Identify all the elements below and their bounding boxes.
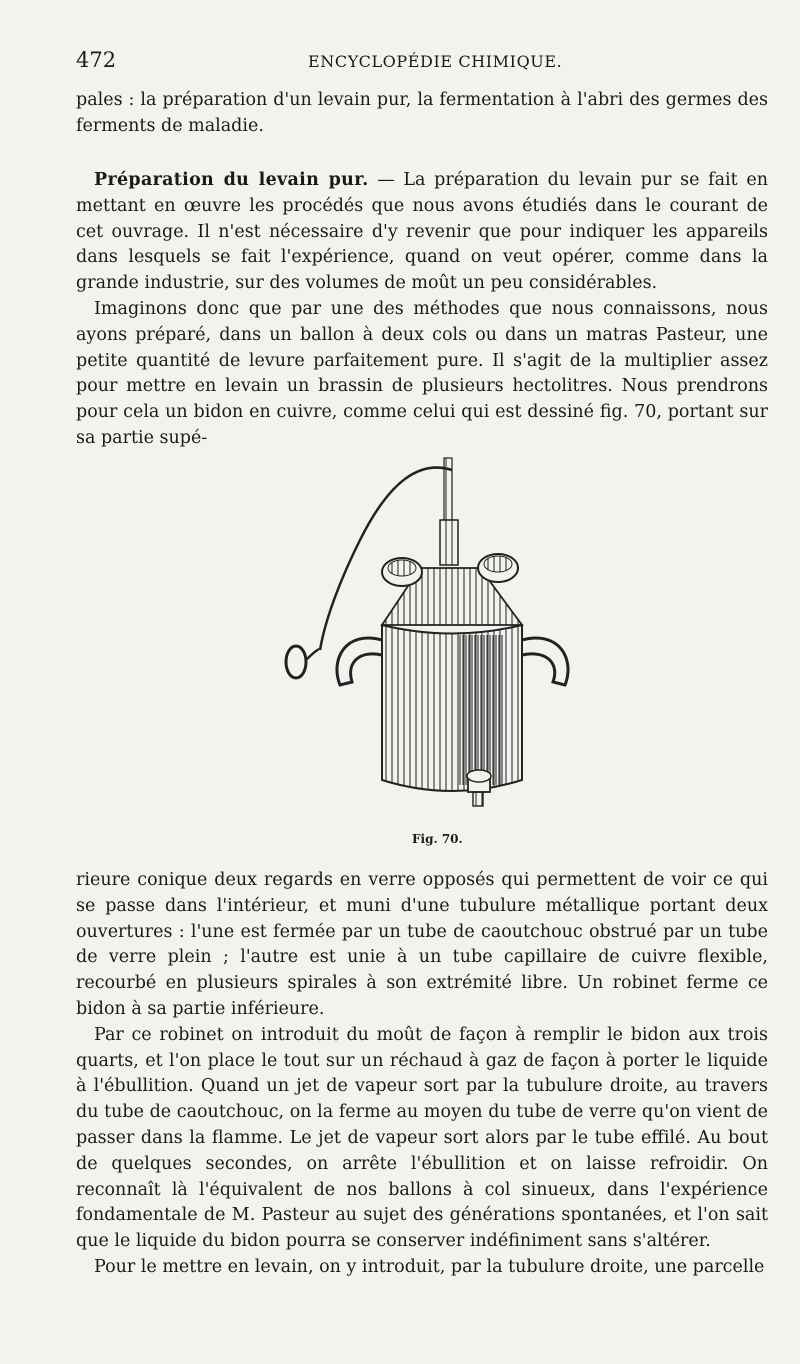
bidon-drawing <box>270 450 590 820</box>
section-title: Préparation du levain pur. <box>94 170 369 190</box>
figure-caption: Fig. 70. <box>412 832 463 846</box>
capillary-spiral <box>286 646 306 678</box>
paragraph-2-text: — La préparation du levain pur se fait en mettant en œuvre les procédés que nous avons étudiés dans le courant de cet ouvrage. Il n'est nécessaire d'y revenir que pour indiquer les appareils dans lesquels se fait l'expérience, quand on veut opérer, comme dans la grande industrie, sur des volumes de moût un peu considérables. <box>76 170 768 294</box>
running-head: ENCYCLOPÉDIE CHIMIQUE. <box>308 52 563 71</box>
tubulure <box>440 520 458 565</box>
text-block-bottom <box>76 868 768 1281</box>
right-handle <box>522 638 568 685</box>
paragraph-4: rieure conique deux regards en verre opposés qui permettent de voir ce qui se passe dans l'intérieur, et muni d'une tubulure métallique portant deux ouvertures : l'une est fermée par un tube de caoutchouc obstrué par un tube de verre plein ; l'autre est unie à un tube capillaire de cuivre flexible, recourbé en plusieurs spirales à son extrémité libre. Un robinet ferme ce bidon à sa partie inférieure. <box>76 870 768 1019</box>
paragraph-2 <box>76 168 768 297</box>
paragraph-3: Imaginons donc que par une des méthodes que nous connaissons, nous ayons préparé, dans un ballon à deux cols ou dans un matras Pasteur, une petite quantité de levure parfaitement pure. Il s'agit de la multiplier assez pour mettre en levain un brassin de plusieurs hectolitres. Nous prendrons pour cela un bidon en cuivre, comme celui qui est dessiné fig. 70, portant sur sa partie supé- <box>76 298 768 448</box>
page-header <box>76 48 766 78</box>
copper-bidon-illustration <box>270 450 590 820</box>
paragraph-6: Pour le mettre en levain, on y introduit, par la tubulure droite, une parcelle <box>94 1256 765 1277</box>
paragraph-1: pales : la préparation d'un levain pur, la fermentation à l'abri des germes des ferments de maladie. <box>76 90 768 136</box>
text-block-top <box>76 88 768 140</box>
paragraph-5: Par ce robinet on introduit du moût de façon à remplir le bidon aux trois quarts, et l'on place le tout sur un réchaud à gaz de façon à porter le liquide à l'ébullition. Quand un jet de vapeur sort par la tubulure droite, au travers du tube de caoutchouc, on la ferme au moyen du tube de verre qu'on vient de passer dans la flamme. Le jet de vapeur sort alors par le tube effilé. Au bout de quelques secondes, on arrête l'ébullition et on laisse refroidir. On reconnaît là l'équivalent de nos ballons à col sinueux, dans l'expérience fondamentale de M. Pasteur au sujet des générations spontanées, et l'on sait que le liquide du bidon pourra se conserver indéfiniment sans s'altérer. <box>76 1024 768 1252</box>
text-block-middle <box>76 168 768 452</box>
page-number: 472 <box>76 48 117 72</box>
left-handle <box>337 638 382 685</box>
